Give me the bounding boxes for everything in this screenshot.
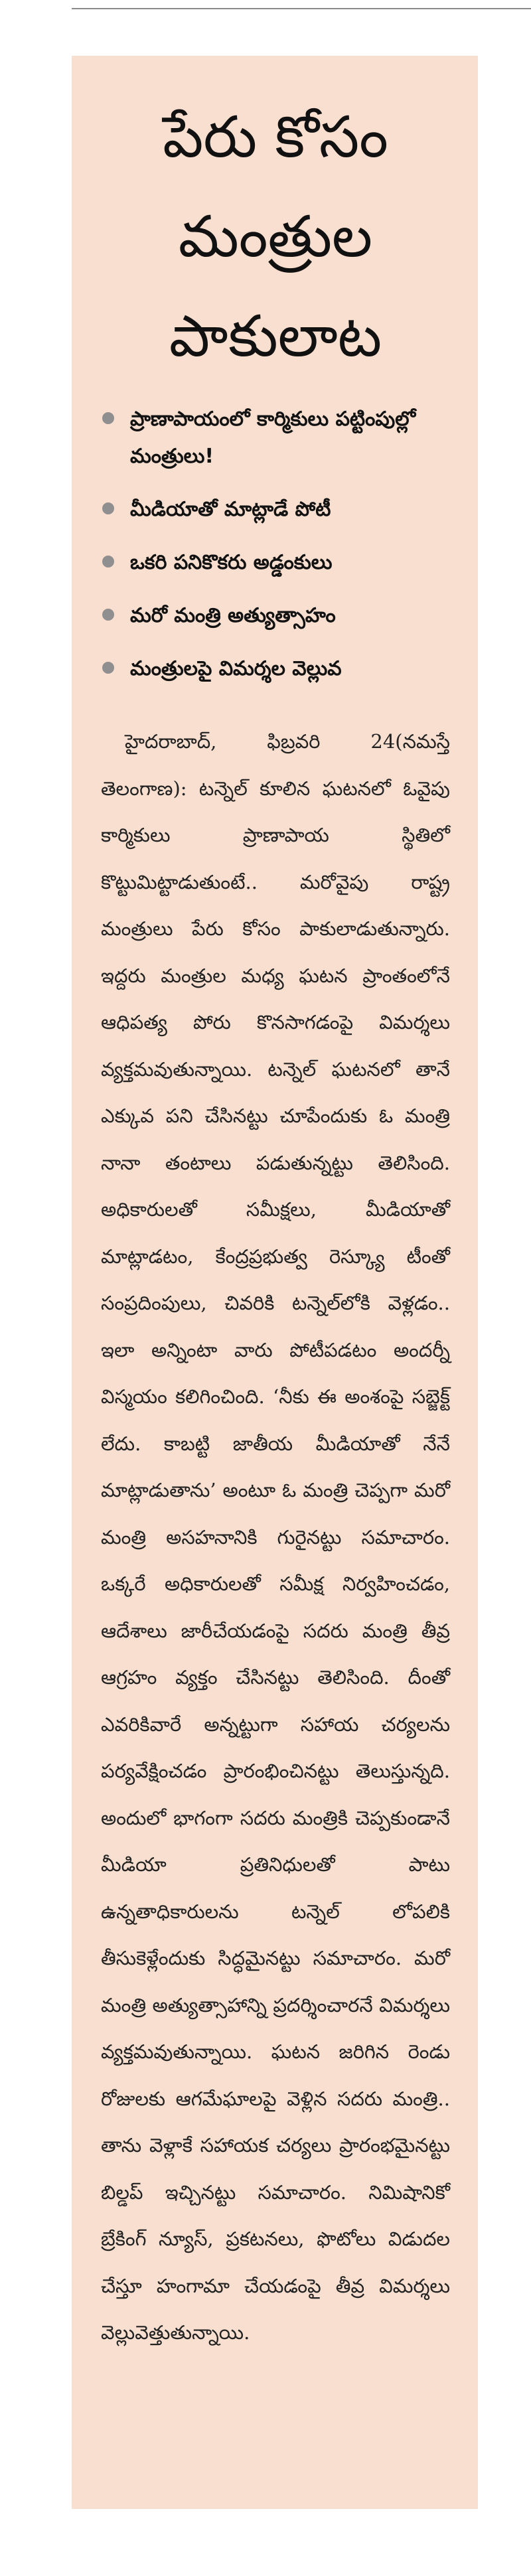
headline-line: పేరు కోసం <box>163 104 388 171</box>
highlights-list <box>101 401 450 688</box>
highlight-item <box>101 544 450 581</box>
news-clipping <box>72 56 478 2509</box>
article-paragraph: హైదరాబాద్, ఫిబ్రవరి 24(నమస్తే తెలంగాణ): టన్నెల్ కూలిన ఘటనలో ఓవైపు కార్మికులు ప్రాణాపాయ స్థితిలో కొట్టుమిట్టాడుతుంటే.. మరోవైపు రాష్ట్ర మంత్రులు పేరు కోసం పాకులాడుతున్నారు. ఇద్దరు మంత్రుల మధ్య ఘటన ప్రాంతంలోనే ఆధిపత్య పోరు కొనసాగడంపై విమర్శలు వ్యక్తమవుతున్నాయి. టన్నెల్ ఘటనలో తానే ఎక్కువ పని చేసినట్టు చూపేందుకు ఓ మంత్రి నానా తంటాలు పడుతున్నట్టు తెలిసింది. అధికారులతో సమీక్షలు, మీడియాతో మాట్లాడటం, కేంద్రప్రభుత్వ రెస్క్యూ టీంతో సంప్రదింపులు, చివరికి టన్నెల్‌లోకి వెళ్లడం.. ఇలా అన్నింటా వారు పోటీపడటం అందర్నీ విస్మయం కలిగించింది. ‘నీకు ఈ అంశంపై సబ్జెక్ట్ లేదు. కాబట్టి జాతీయ మీడియాతో నేనే మాట్లాడుతాను’ అంటూ ఓ మంత్రి చెప్పగా మరో మంత్రి అసహనానికి గురైనట్టు సమాచారం. ఒక్కరే అధికారులతో సమీక్ష నిర్వహించడం, ఆదేశాలు జారీచేయడంపై సదరు మంత్రి తీవ్ర ఆగ్రహం వ్యక్తం చేసినట్టు తెలిసింది. దీంతో ఎవరికివారే అన్నట్టుగా సహాయ చర్యలను పర్యవేక్షించడం ప్రారంభించినట్టు తెలుస్తున్నది. అందులో భాగంగా సదరు మంత్రికి చెప్పకుండానే మీడియా ప్రతినిధులతో పాటు ఉన్నతాధికారులను టన్నెల్ లోపలికి తీసుకెళ్లేందుకు సిద్ధమైనట్టు సమాచారం. మరో మంత్రి అత్యుత్సాహాన్ని ప్రదర్శించారనే విమర్శలు వ్యక్తమవుతున్నాయి. ఘటన జరిగిన రెండు రోజులకు ఆగమేఘాలపై వెళ్లిన సదరు మంత్రి.. తాను వెళ్లాకే సహాయక చర్యలు ప్రారంభమైనట్టు బిల్డప్ ఇచ్చినట్టు సమాచారం. నిమిషానికో బ్రేకింగ్ న్యూస్, ప్రకటనలు, ఫొటోలు విడుదల చేస్తూ హంగామా చేయడంపై తీవ్ర విమర్శలు వెల్లువెత్తుతున్నాయి. <box>101 730 450 2344</box>
highlight-text: ఒకరి పనికొకరు అడ్డంకులు <box>130 551 333 574</box>
bullet-dot-icon <box>102 609 114 621</box>
headline-line: పాకులాట <box>169 303 382 370</box>
highlight-text: మీడియాతో మాట్లాడే పోటీ <box>130 498 331 521</box>
bullet-dot-icon <box>102 556 114 568</box>
headline-line: మంత్రుల <box>178 204 373 270</box>
highlight-item <box>101 401 450 475</box>
highlight-text: మంత్రులపై విమర్శల వెల్లువ <box>130 657 342 680</box>
bullet-dot-icon <box>102 412 114 424</box>
article-body <box>101 718 450 2356</box>
highlight-item <box>101 597 450 635</box>
highlight-text: మరో మంత్రి అత్యుత్సాహం <box>130 604 336 627</box>
top-divider <box>72 8 531 9</box>
headline <box>101 88 450 386</box>
bullet-dot-icon <box>102 502 114 514</box>
highlight-item <box>101 491 450 528</box>
highlight-item <box>101 650 450 688</box>
bullet-dot-icon <box>102 662 114 674</box>
highlight-text: ప్రాణాపాయంలో కార్మికులు పట్టింపుల్లో మంత్రులు! <box>130 408 416 468</box>
